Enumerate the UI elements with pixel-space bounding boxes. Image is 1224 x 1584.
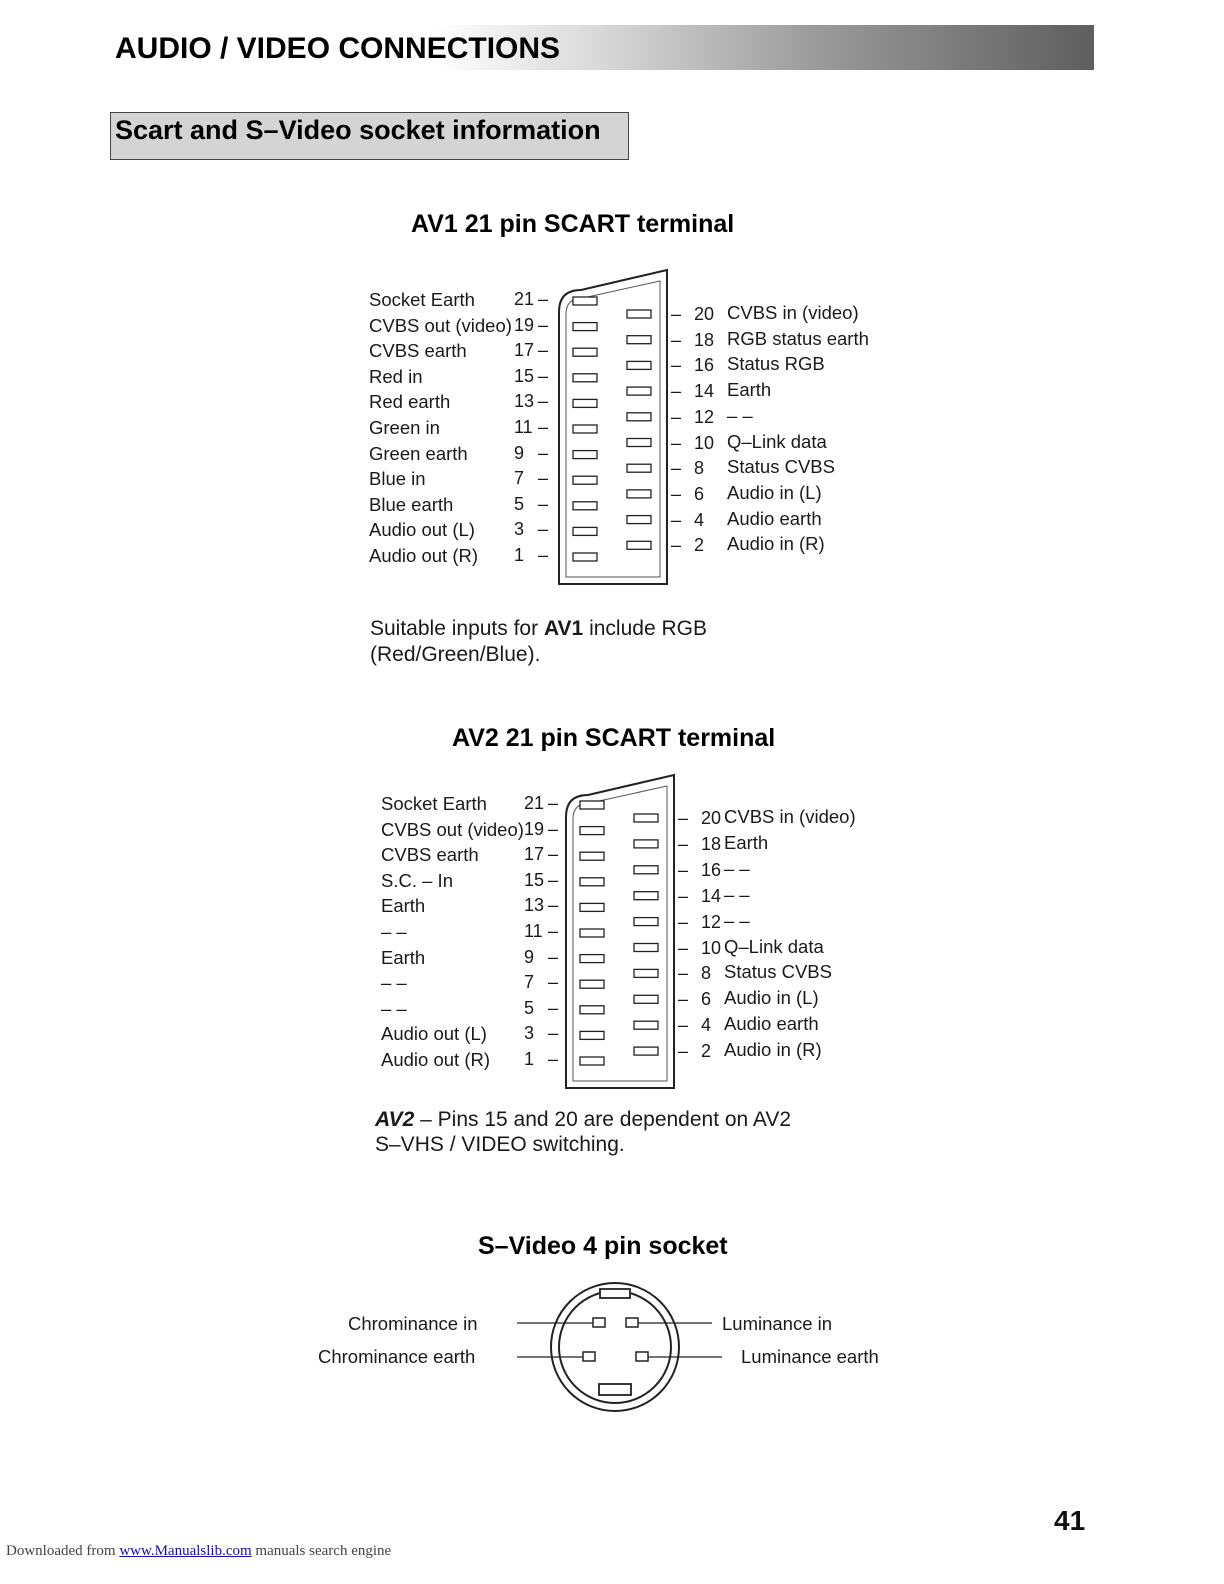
- svideo-key-notch: [600, 1289, 630, 1298]
- av2-pin-number-15: 15: [524, 869, 545, 890]
- av2-note-line2: S–VHS / VIDEO switching.: [375, 1133, 625, 1156]
- av2-pin-label-21: Socket Earth: [381, 793, 487, 814]
- av2-heading: AV2 21 pin SCART terminal: [452, 724, 776, 752]
- av1-pin-label-19: CVBS out (video): [369, 314, 512, 336]
- av2-pin-dash: –: [548, 972, 559, 993]
- av1-pin-number-7: 7: [514, 468, 525, 489]
- av1-pin-number-11: 11: [514, 417, 533, 437]
- footer-suffix: manuals search engine: [251, 1543, 392, 1559]
- av1-pin-number-17: 17: [514, 340, 535, 361]
- av1-heading: AV1 21 pin SCART terminal: [411, 210, 735, 238]
- av1-pin-number-21: 21: [514, 289, 535, 309]
- av2-pin-dash: –: [548, 1049, 559, 1069]
- av2-pin-number-14: 14: [701, 885, 722, 906]
- svideo-pin-chrominance-earth: [583, 1352, 595, 1361]
- av1-pin-label-8: Status CVBS: [727, 456, 835, 478]
- av1-pin-number-15: 15: [514, 365, 535, 386]
- av2-pin-label-2: Audio in (R): [724, 1039, 822, 1061]
- av1-pin-number-16: 16: [694, 355, 715, 376]
- svideo-heading: S–Video 4 pin socket: [478, 1232, 728, 1260]
- av1-pin-dash: –: [671, 432, 682, 453]
- av1-pin-label-6: Audio in (L): [727, 481, 822, 503]
- av1-pin-dash: –: [538, 365, 549, 386]
- av1-pin-label-18: RGB status earth: [727, 327, 869, 349]
- av2-pin-label-13: Earth: [381, 895, 426, 917]
- av2-pin-number-10: 10: [701, 937, 722, 958]
- av1-pin-dash: –: [671, 509, 682, 530]
- av2-note-suffix: – Pins 15 and 20 are dependent on AV2: [414, 1108, 792, 1131]
- av1-pin-label-7: Blue in: [369, 468, 426, 490]
- av2-pin-number-6: 6: [701, 989, 712, 1010]
- av1-pin-label-12: – –: [727, 404, 753, 426]
- av2-pin-dash: –: [678, 808, 689, 828]
- av1-pin-dash: –: [538, 493, 549, 514]
- av1-pin-number-20: 20: [694, 304, 715, 324]
- av2-pin-label-18: Earth: [724, 831, 769, 853]
- av2-pin-number-8: 8: [701, 963, 712, 984]
- av2-pin-dash: –: [678, 963, 689, 984]
- av1-pin-label-1: Audio out (R): [369, 545, 478, 566]
- av1-pin-number-12: 12: [694, 406, 715, 427]
- av1-pin-dash: –: [538, 468, 549, 489]
- av2-pin-number-3: 3: [524, 1023, 535, 1044]
- av2-pin-number-11: 11: [524, 921, 543, 941]
- av1-pin-number-1: 1: [514, 545, 525, 565]
- av2-pin-dash: –: [678, 859, 689, 880]
- av2-pin-dash: –: [678, 885, 689, 906]
- av2-pin-dash: –: [678, 937, 689, 958]
- av1-pin-number-6: 6: [694, 483, 705, 504]
- av2-pin-number-9: 9: [524, 946, 535, 967]
- svideo-pin-luminance-earth: [636, 1352, 648, 1361]
- section-subtitle: Scart and S–Video socket information: [115, 115, 601, 145]
- av1-pin-label-3: Audio out (L): [369, 519, 475, 541]
- av1-pin-label-21: Socket Earth: [369, 289, 475, 310]
- label-chrominance-earth: Chrominance earth: [318, 1346, 476, 1367]
- av2-pin-dash: –: [548, 997, 559, 1018]
- av1-pin-number-14: 14: [694, 381, 715, 402]
- av1-pin-dash: –: [538, 519, 549, 540]
- av1-pin-dash: –: [671, 535, 682, 556]
- av1-pin-dash: –: [671, 381, 682, 402]
- av2-pin-number-18: 18: [701, 833, 722, 854]
- av2-pin-number-2: 2: [701, 1041, 712, 1062]
- av2-pin-dash: –: [678, 1041, 689, 1062]
- av1-pin-number-9: 9: [514, 442, 525, 463]
- av2-pin-dash: –: [548, 921, 559, 941]
- av1-pin-label-5: Blue earth: [369, 493, 454, 515]
- av2-pin-dash: –: [548, 946, 559, 967]
- av1-pin-number-3: 3: [514, 519, 525, 540]
- av2-pin-dash: –: [548, 793, 559, 813]
- av1-pin-dash: –: [538, 391, 549, 412]
- av1-note-bold: AV1: [543, 617, 584, 640]
- av2-pin-label-20: CVBS in (video): [724, 806, 856, 827]
- av2-pin-number-13: 13: [524, 895, 545, 916]
- av2-pin-label-6: Audio in (L): [724, 987, 819, 1009]
- av2-pin-dash: –: [678, 989, 689, 1010]
- av2-note-bold: AV2: [375, 1108, 415, 1131]
- av1-pin-dash: –: [538, 340, 549, 361]
- av1-pin-label-9: Green earth: [369, 442, 468, 464]
- av2-pin-dash: –: [678, 1015, 689, 1036]
- footer: [6, 1543, 391, 1560]
- av1-pin-number-4: 4: [694, 509, 705, 530]
- av2-pin-dash: –: [678, 833, 689, 854]
- av1-pin-label-4: Audio earth: [727, 507, 822, 529]
- av1-pin-label-17: CVBS earth: [369, 340, 467, 362]
- av2-pin-number-16: 16: [701, 859, 722, 880]
- page-number: 41: [1054, 1505, 1086, 1536]
- av1-pin-number-13: 13: [514, 391, 535, 412]
- av1-pin-label-20: CVBS in (video): [727, 302, 859, 323]
- av2-pin-label-7: – –: [381, 972, 407, 994]
- av1-pin-dash: –: [538, 314, 549, 335]
- label-luminance-in: Luminance in: [722, 1313, 833, 1334]
- av1-pin-label-11: Green in: [369, 417, 440, 438]
- av1-pin-dash: –: [671, 483, 682, 504]
- av2-pin-label-11: – –: [381, 921, 407, 942]
- av2-pin-dash: –: [678, 911, 689, 932]
- av2-pin-label-16: – –: [724, 857, 750, 879]
- av2-pin-label-8: Status CVBS: [724, 961, 832, 983]
- av2-pin-label-1: Audio out (R): [381, 1049, 490, 1070]
- av1-note-prefix: Suitable inputs for: [370, 617, 544, 640]
- av2-pin-dash: –: [548, 1023, 559, 1044]
- label-luminance-earth: Luminance earth: [741, 1346, 879, 1367]
- av1-note-suffix: include RGB: [583, 617, 707, 640]
- av2-pin-label-9: Earth: [381, 946, 426, 968]
- av2-pin-label-14: – –: [724, 883, 750, 905]
- av1-pin-dash: –: [671, 406, 682, 427]
- av1-pin-dash: –: [671, 304, 682, 324]
- svideo-bottom-tab: [599, 1384, 631, 1395]
- av2-pin-label-17: CVBS earth: [381, 844, 479, 866]
- av1-pin-dash: –: [538, 289, 549, 309]
- av1-pin-number-10: 10: [694, 432, 715, 453]
- av2-pin-label-4: Audio earth: [724, 1013, 819, 1035]
- av1-pin-label-16: Status RGB: [727, 353, 825, 375]
- svideo-pin-chrominance-in: [593, 1318, 605, 1327]
- av1-pin-label-15: Red in: [369, 365, 423, 387]
- page-title: AUDIO / VIDEO CONNECTIONS: [115, 32, 561, 65]
- av1-pin-label-2: Audio in (R): [727, 533, 825, 555]
- footer-link[interactable]: www.Manualslib.com: [119, 1543, 252, 1559]
- av2-pin-number-7: 7: [524, 972, 535, 993]
- av2-pin-number-19: 19: [524, 818, 545, 839]
- label-chrominance-in: Chrominance in: [348, 1313, 478, 1334]
- av1-pin-dash: –: [538, 545, 549, 565]
- av2-pin-number-12: 12: [701, 911, 722, 932]
- av2-pin-number-1: 1: [524, 1049, 535, 1069]
- av1-pin-number-2: 2: [694, 535, 705, 556]
- av2-pin-label-15: S.C. – In: [381, 869, 453, 891]
- av2-pin-label-12: – –: [724, 909, 750, 931]
- av2-pin-label-10: Q–Link data: [724, 935, 824, 957]
- av1-pin-label-13: Red earth: [369, 391, 451, 413]
- av1-pin-dash: –: [671, 355, 682, 376]
- av2-pin-number-5: 5: [524, 997, 535, 1018]
- av2-pin-number-4: 4: [701, 1015, 712, 1036]
- svideo-pin-luminance-in: [626, 1318, 638, 1327]
- av2-pin-dash: –: [548, 844, 559, 865]
- av1-pin-label-14: Earth: [727, 379, 772, 401]
- av1-pin-dash: –: [538, 442, 549, 463]
- av2-pin-dash: –: [548, 869, 559, 890]
- av1-pin-dash: –: [671, 329, 682, 350]
- av1-pin-number-19: 19: [514, 314, 535, 335]
- av2-pin-label-3: Audio out (L): [381, 1023, 487, 1045]
- av2-pin-dash: –: [548, 818, 559, 839]
- av1-pin-dash: –: [538, 417, 549, 437]
- av2-pin-label-19: CVBS out (video): [381, 818, 524, 840]
- av1-pin-number-18: 18: [694, 329, 715, 350]
- av1-pin-dash: –: [671, 458, 682, 479]
- av2-pin-label-5: – –: [381, 997, 407, 1019]
- av1-pin-label-10: Q–Link data: [727, 430, 827, 452]
- av2-pin-number-17: 17: [524, 844, 545, 865]
- av2-pin-number-20: 20: [701, 808, 722, 828]
- footer-prefix: Downloaded from: [6, 1543, 120, 1559]
- av1-pin-number-8: 8: [694, 458, 705, 479]
- av1-pin-number-5: 5: [514, 493, 525, 514]
- av2-pin-number-21: 21: [524, 793, 545, 813]
- av2-pin-dash: –: [548, 895, 559, 916]
- av1-note-line2: (Red/Green/Blue).: [370, 643, 541, 666]
